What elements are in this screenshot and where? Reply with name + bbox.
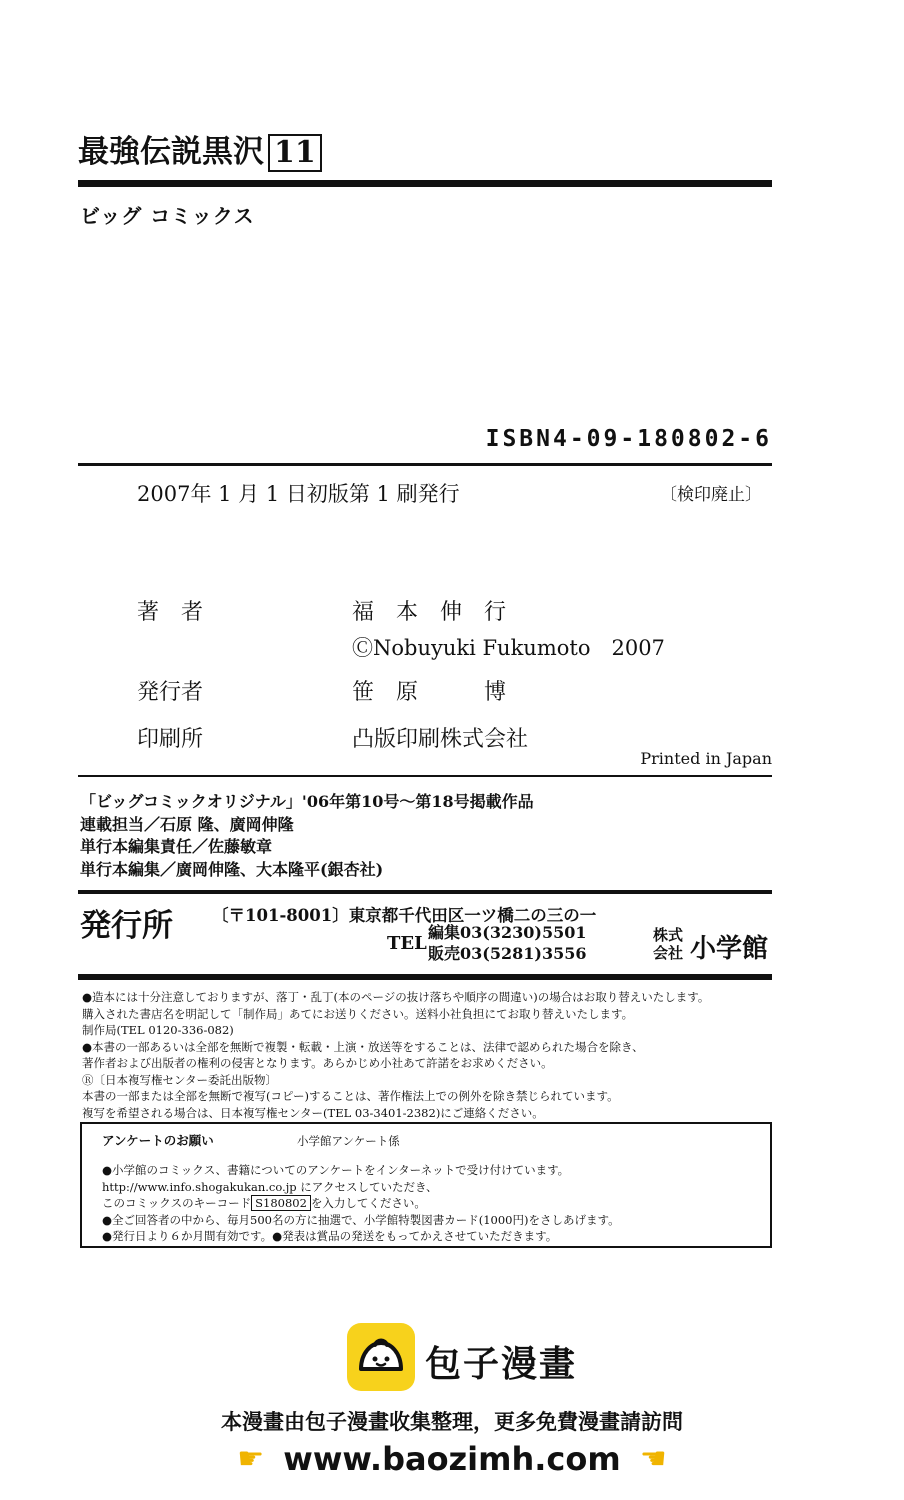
staff-rule [78, 890, 772, 894]
watermark-url[interactable]: www.baozimh.com [283, 1440, 621, 1478]
header-rule [78, 180, 772, 187]
survey-line: ●発行日より６か月間有効です。●発表は賞品の発送をもってかえさせていただきます。 [102, 1229, 558, 1243]
tel-label: TEL [387, 933, 427, 954]
pointing-left-icon: ☚ [639, 1441, 667, 1477]
isbn: ISBN4-09-180802-6 [485, 426, 772, 452]
tel-numbers [428, 922, 586, 964]
publisher-person-label: 発行者 [137, 680, 204, 705]
survey-body [102, 1162, 620, 1245]
pointing-right-icon: ☛ [237, 1441, 265, 1477]
printer-name: 凸版印刷株式会社 [352, 727, 529, 752]
survey-line: http://www.info.shogakukan.co.jp にアクセスしていただき、 [102, 1179, 438, 1194]
publisher-name: 小学館 [690, 934, 769, 964]
survey-key-intro: このコミックスのキーコード [102, 1196, 252, 1210]
publisher-address: 〔〒101-8001〕東京都千代田区一ツ橋二の三の一 [212, 906, 597, 925]
publisher-person-name: 笹 原 博 [352, 680, 507, 705]
notices-block [82, 989, 709, 1121]
credits-rule [78, 775, 772, 777]
survey-line: ●全ご回答者の中から、毎月500名の方に抽選で、小学館特製図書カード(1000円)をさしあげます。 [102, 1212, 620, 1227]
volume-number: 11 [268, 134, 322, 172]
edition-date: 2007年 1 月 1 日初版第 1 刷発行 [137, 482, 460, 506]
book-title: 最強伝説黒沢 [78, 134, 264, 170]
notice-line: 購入された書店名を明記して「制作局」あてにお送りください。送料小社負担にてお取り替えいたします。 [82, 1006, 634, 1021]
notice-line: Ⓡ〔日本複写権センター委託出版物〕 [82, 1072, 278, 1087]
brand-name: 包子漫畫 [425, 1344, 578, 1385]
survey-line: ●小学館のコミックス、書籍についてのアンケートをインターネットで受け付けています。 [102, 1163, 570, 1177]
notice-line: 複写を希望される場合は、日本複写権センター(TEL 03-3401-2382)にご連絡ください。 [82, 1105, 544, 1120]
tel-sales: 販売03(5281)3556 [428, 944, 587, 963]
watermark-url-row [0, 1440, 904, 1478]
notice-line: 本書の一部または全部を無断で複写(コピー)することは、著作権法上での例外を除き禁じられています。 [82, 1089, 619, 1103]
staff-line: 単行本編集責任／佐藤敏章 [80, 837, 273, 856]
notice-line: ●造本には十分注意しておりますが、落丁・乱丁(本のページの抜け落ちや順序の間違い)の場合はお取り替えいたします。 [82, 990, 710, 1004]
staff-line: 「ビッグコミックオリジナル」'06年第10号〜第18号掲載作品 [80, 792, 534, 811]
copyright: ⒸNobuyuki Fukumoto 2007 [352, 636, 665, 660]
corp-prefix-bottom: 会社 [653, 944, 684, 962]
printer-label: 印刷所 [137, 727, 204, 752]
bun-logo-icon [347, 1323, 415, 1391]
staff-block [80, 791, 534, 881]
book-title-row [78, 132, 322, 172]
survey-key-outro: を入力してください。 [310, 1196, 426, 1210]
notice-line: 著作者および出版者の権利の侵害となります。あらかじめ小社あて許諾をお求めください。 [82, 1056, 553, 1070]
tel-editorial: 編集03(3230)5501 [428, 923, 587, 942]
survey-title: アンケートのお願い [102, 1133, 214, 1148]
staff-line: 単行本編集／廣岡伸隆、大本隆平(銀杏社) [80, 859, 384, 879]
isbn-rule [78, 463, 772, 466]
staff-line: 連載担当／石原 隆、廣岡伸隆 [80, 814, 294, 834]
author-name: 福 本 伸 行 [352, 600, 507, 625]
printed-in: Printed in Japan [640, 749, 772, 768]
imprint-label: ビッグ コミックス [80, 204, 255, 228]
key-code: S180802 [251, 1195, 311, 1211]
survey-box [80, 1122, 772, 1248]
publisher-label: 発行所 [80, 908, 173, 944]
survey-line [102, 1195, 620, 1212]
watermark-message: 本漫畫由包子漫畫收集整理，更多免費漫畫請訪問 [221, 1410, 683, 1434]
author-label: 著 者 [137, 600, 204, 625]
corp-prefix [653, 926, 683, 962]
seal-note: 〔検印廃止〕 [660, 485, 762, 505]
notice-line: 制作局(TEL 0120-336-082) [82, 1023, 234, 1037]
notice-line: ●本書の一部あるいは全部を無断で複製・転載・上演・放送等をすることは、法律で認められた場合を除き、 [82, 1039, 644, 1054]
survey-dept: 小学館アンケート係 [297, 1134, 400, 1148]
corp-prefix-top: 株式 [653, 926, 684, 944]
publisher-rule [78, 974, 772, 980]
